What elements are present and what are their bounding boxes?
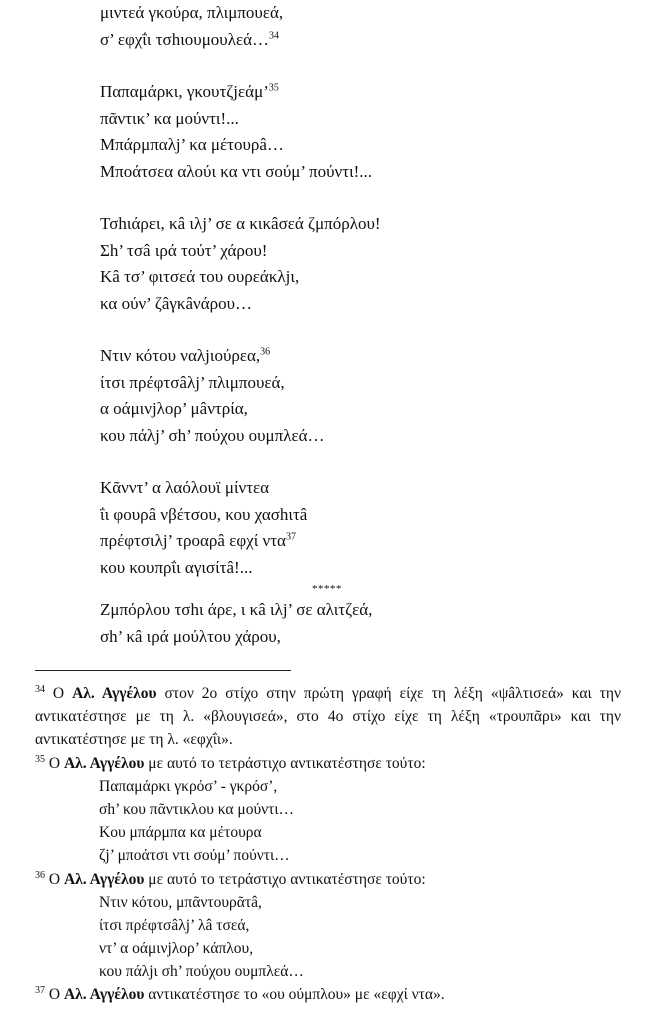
footnote-ref[interactable]: 34 (269, 29, 280, 41)
footnote-quote-line: κου πάλjι σh’ πούχου ουμπλεά… (99, 963, 304, 981)
footnote-divider (35, 670, 291, 671)
verse-line: Παπαμάρκι, γκουτζjεάμ’$^{35}$ (100, 82, 279, 101)
footnote-quote-line: ίτσι πρέφτσâλj’ λâ τσεά, (99, 916, 250, 934)
footnote-author: Αλ. Αγγέλου (63, 754, 145, 772)
verse-line: Κᾶνντ’ α λαόλουϊ μίντεα (100, 478, 270, 497)
verse-line: Ντιν κότου ναλjιούρεα,$^{36}$ (100, 346, 271, 365)
footnote-34: $^{34}$ Ο Αλ. Αγγέλου στον 2ο στίχο στην πρώτη γραφή είχε τη λέξη «ψâλτισεά» και την αντικατέστησε με τη λ. «βλουγισεά», στο 4ο στίχο είχε τη λέξη «τρουπᾶρι» και την αντικατέστησε με τη λ. «εφχΐι». (35, 683, 622, 749)
footnote-quote-line: Ντιν κότου, μπᾶντουρᾶτâ, (99, 893, 262, 911)
footnote-quote-line: ντ’ α οάμινjλορ’ κάπλου, (99, 940, 254, 958)
poem-verse (100, 0, 640, 650)
verse-line: πρέφτσιλj’ τροαρâ εφχί ντα$^{37}$ (100, 531, 296, 550)
stanza-gap (100, 317, 640, 343)
footnote-number: 35 (35, 753, 45, 765)
footnote-35: $^{35}$ Ο Αλ. Αγγέλου με αυτό το τετράστιχο αντικατέστησε τούτο: (35, 753, 426, 772)
verse-line: πᾶντικ’ κα μούντι!... (100, 108, 239, 128)
footnote-number: 36 (35, 869, 45, 881)
verse-line: Σh’ τσâ ιρά τούτ’ χάρου! (100, 240, 268, 260)
footnote-author: Αλ. Αγγέλου (72, 685, 157, 702)
footnote-quote-line: σh’ κου πᾶντικλου κα μούντι… (99, 800, 295, 818)
verse-line: α οάμινjλορ’ μâντρία, (100, 399, 248, 418)
footnote-quote-line: ζj’ μποάτσι ντι σούμ’ πούντι… (99, 847, 290, 865)
footnote-quote-line: Κου μπάρμπα κα μέτουρα (99, 824, 262, 842)
verse-line: Μπάρμπαλj’ κα μέτουρâ… (100, 135, 284, 154)
footnote-author: Αλ. Αγγέλου (63, 870, 145, 888)
verse-line: μιντεά γκούρα, πλιμπουεά, (100, 3, 284, 22)
footnote-37: $^{37}$ Ο Αλ. Αγγέλου αντικατέστησε το «ου ούμπλου» με «εφχί ντα». (35, 985, 445, 1004)
verse-line: Ζμπόρλου τσhι άρε, ι κâ ιλj’ σε αλιτζεά, (100, 600, 373, 619)
footnote-ref[interactable]: 37 (285, 531, 296, 543)
stanza-gap (100, 185, 640, 211)
footnote-quote-line: Παπαμάρκι γκρόσ’ - γκρόσ’, (99, 777, 278, 795)
footnote-author: Αλ. Αγγέλου (63, 986, 145, 1004)
footnote-36: $^{36}$ Ο Αλ. Αγγέλου με αυτό το τετράστιχο αντικατέστησε τούτο: (35, 869, 426, 888)
footnotes (35, 682, 621, 1007)
footnote-number: 34 (35, 683, 45, 695)
section-separator: ***** (312, 583, 342, 595)
verse-line: κου κουπρΐι αγισίτâ!... (100, 557, 253, 577)
verse-line: Μποάτσεα αλούι κα ντι σούμ’ πούντι!... (100, 161, 373, 181)
verse-line: κου πάλj’ σh’ πούχου ουμπλεά… (100, 425, 325, 445)
stanza-gap (100, 53, 640, 79)
footnote-number: 37 (35, 985, 45, 997)
verse-line: Τσhιάρει, κâ ιλj’ σε α κικâσεά ζμπόρλου! (100, 214, 381, 233)
verse-line: σh’ κâ ιρά μούλτου χάρου, (100, 626, 281, 646)
footnote-ref[interactable]: 36 (260, 346, 271, 358)
verse-line: σ’ εφχΐι τσhιουμουλεά…$^{34}$ (100, 29, 280, 49)
footnote-ref[interactable]: 35 (268, 82, 279, 94)
verse-line: κα ούν’ ζâγκâνάρου… (100, 293, 253, 313)
verse-line: ΐι φουρâ νβέτσου, κου χασhιτâ (100, 504, 308, 524)
verse-line: Κâ τσ’ φιτσεά του ουρεάκλjι, (100, 267, 300, 286)
verse-line: ίτσι πρέφτσâλj’ πλιμπουεά, (100, 372, 285, 392)
stanza-gap (100, 449, 640, 475)
